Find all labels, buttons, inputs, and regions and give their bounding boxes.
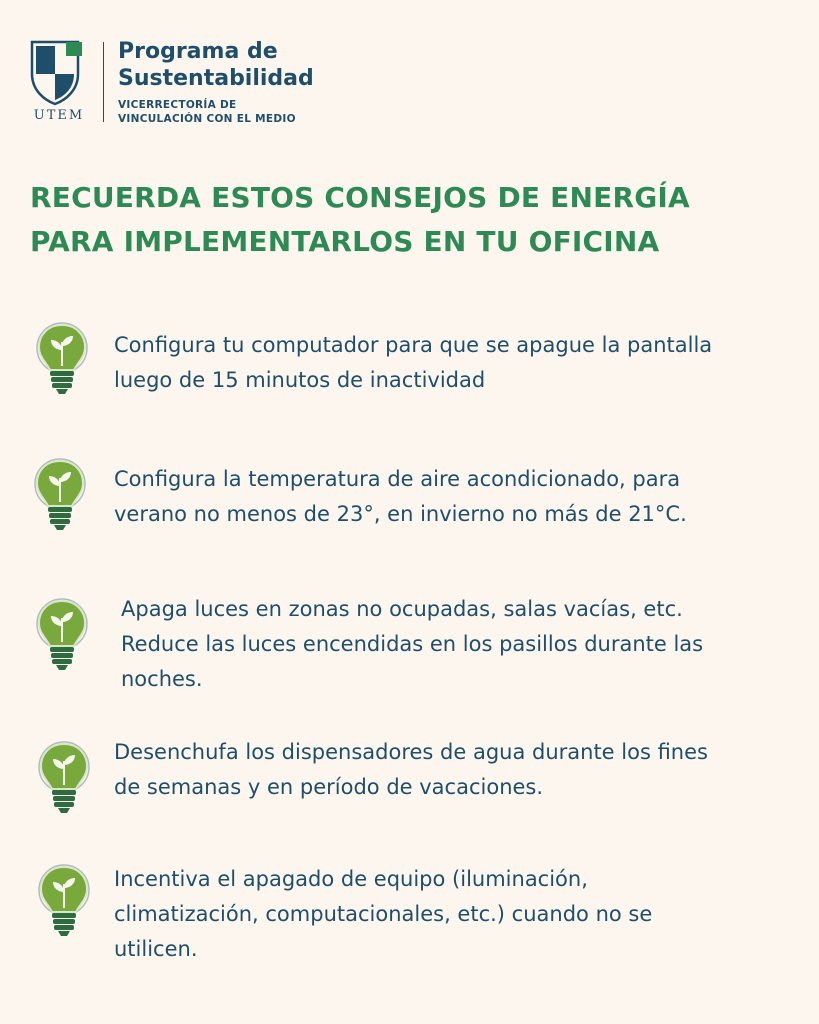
tip-line: Configura tu computador para que se apague la pantalla bbox=[114, 333, 713, 357]
tip-line: Apaga luces en zonas no ocupadas, salas vacías, etc. bbox=[121, 597, 683, 621]
utem-shield-icon bbox=[28, 38, 90, 108]
lightbulb-leaf-icon bbox=[36, 739, 96, 819]
lightbulb-leaf-icon bbox=[34, 320, 94, 400]
tip-text bbox=[114, 735, 794, 805]
tip-line: Incentiva el apagado de equipo (iluminación, bbox=[114, 867, 588, 891]
page-title bbox=[30, 176, 750, 264]
tip-line: Reduce las luces encendidas en los pasillos durante las bbox=[121, 632, 704, 656]
lightbulb-leaf-icon bbox=[36, 862, 96, 942]
utem-wordmark: UTEM bbox=[33, 108, 85, 123]
header-divider bbox=[103, 42, 104, 122]
tip-text bbox=[114, 462, 794, 532]
tip-line: Configura la temperatura de aire acondicionado, para bbox=[114, 467, 681, 491]
header bbox=[28, 38, 428, 128]
utem-logo bbox=[28, 38, 94, 124]
tip-text bbox=[114, 328, 794, 398]
vicerrectoria-line-1: VICERRECTORÍA DE bbox=[118, 99, 237, 111]
page-title-line-2: PARA IMPLEMENTARLOS EN TU OFICINA bbox=[30, 225, 660, 258]
lightbulb-leaf-icon bbox=[34, 596, 94, 676]
vicerrectoria-label bbox=[118, 98, 296, 126]
tip-line: climatización, computacionales, etc.) cuando no se bbox=[114, 902, 653, 926]
tip-line: utilicen. bbox=[114, 937, 198, 961]
tip-line: Desenchufa los dispensadores de agua durante los fines bbox=[114, 740, 708, 764]
tip-line: de semanas y en período de vacaciones. bbox=[114, 775, 544, 799]
page-title-line-1: RECUERDA ESTOS CONSEJOS DE ENERGÍA bbox=[30, 181, 690, 214]
vicerrectoria-line-2: VINCULACIÓN CON EL MEDIO bbox=[118, 113, 296, 125]
tip-text bbox=[114, 862, 794, 967]
tip-line: verano no menos de 23°, en invierno no más de 21°C. bbox=[114, 502, 687, 526]
tip-line: noches. bbox=[121, 667, 203, 691]
program-name: Programa de Sustentabilidad bbox=[118, 39, 314, 91]
lightbulb-leaf-icon bbox=[32, 456, 92, 536]
tip-line: luego de 15 minutos de inactividad bbox=[114, 368, 486, 392]
tip-text bbox=[121, 592, 801, 697]
